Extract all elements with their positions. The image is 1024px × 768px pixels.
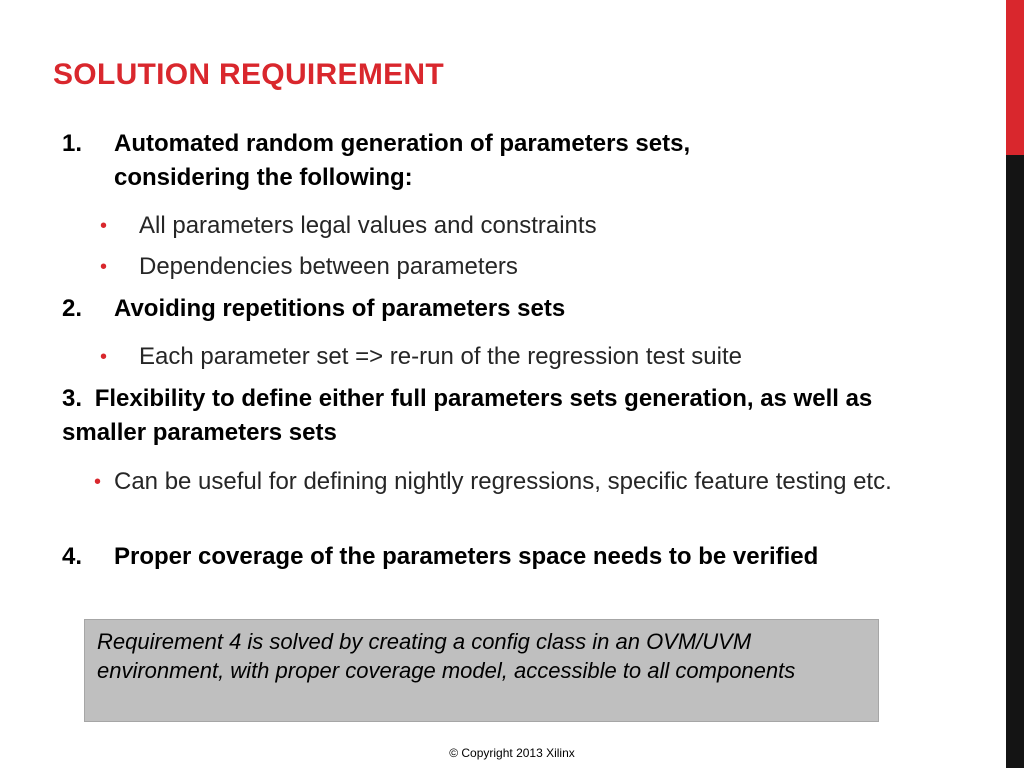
item-number: 2. (62, 295, 83, 322)
item-number: 3. (62, 385, 83, 412)
numbered-item-3 (62, 382, 952, 450)
bullet-dot-icon: • (100, 215, 108, 237)
side-accent-bar-dark (1006, 155, 1024, 768)
item-text: Avoiding repetitions of parameters sets (114, 295, 566, 322)
bullet-dot-icon: • (94, 471, 102, 493)
slide-title: SOLUTION REQUIREMENT (53, 58, 445, 91)
item-number: 4. (62, 543, 83, 570)
bullet-dot-icon: • (100, 256, 108, 278)
bullet-item (90, 465, 910, 499)
numbered-item-1 (62, 127, 822, 195)
side-accent-bar-red (1006, 0, 1024, 155)
bullet-text: Dependencies between parameters (139, 253, 518, 280)
bullet-text: Each parameter set => re-run of the regression test suite (139, 343, 742, 370)
item-text: Automated random generation of parameters sets, considering the following: (114, 130, 691, 191)
bullet-item (100, 250, 800, 284)
numbered-item-4 (62, 540, 862, 574)
callout-box: Requirement 4 is solved by creating a config class in an OVM/UVM environment, with proper coverage model, accessible to all components (84, 619, 879, 722)
bullet-dot-icon: • (100, 346, 108, 368)
item-text: Proper coverage of the parameters space needs to be verified (114, 543, 819, 570)
bullet-item (100, 340, 900, 374)
item-number: 1. (62, 130, 83, 157)
copyright-footer: © Copyright 2013 Xilinx (449, 746, 575, 760)
bullet-text: Can be useful for defining nightly regressions, specific feature testing etc. (114, 468, 892, 495)
numbered-item-2 (62, 292, 862, 326)
item-text: Flexibility to define either full parameters sets generation, as well as smaller parameters sets (62, 385, 873, 446)
bullet-text: All parameters legal values and constraints (139, 212, 597, 239)
bullet-item (100, 209, 800, 243)
